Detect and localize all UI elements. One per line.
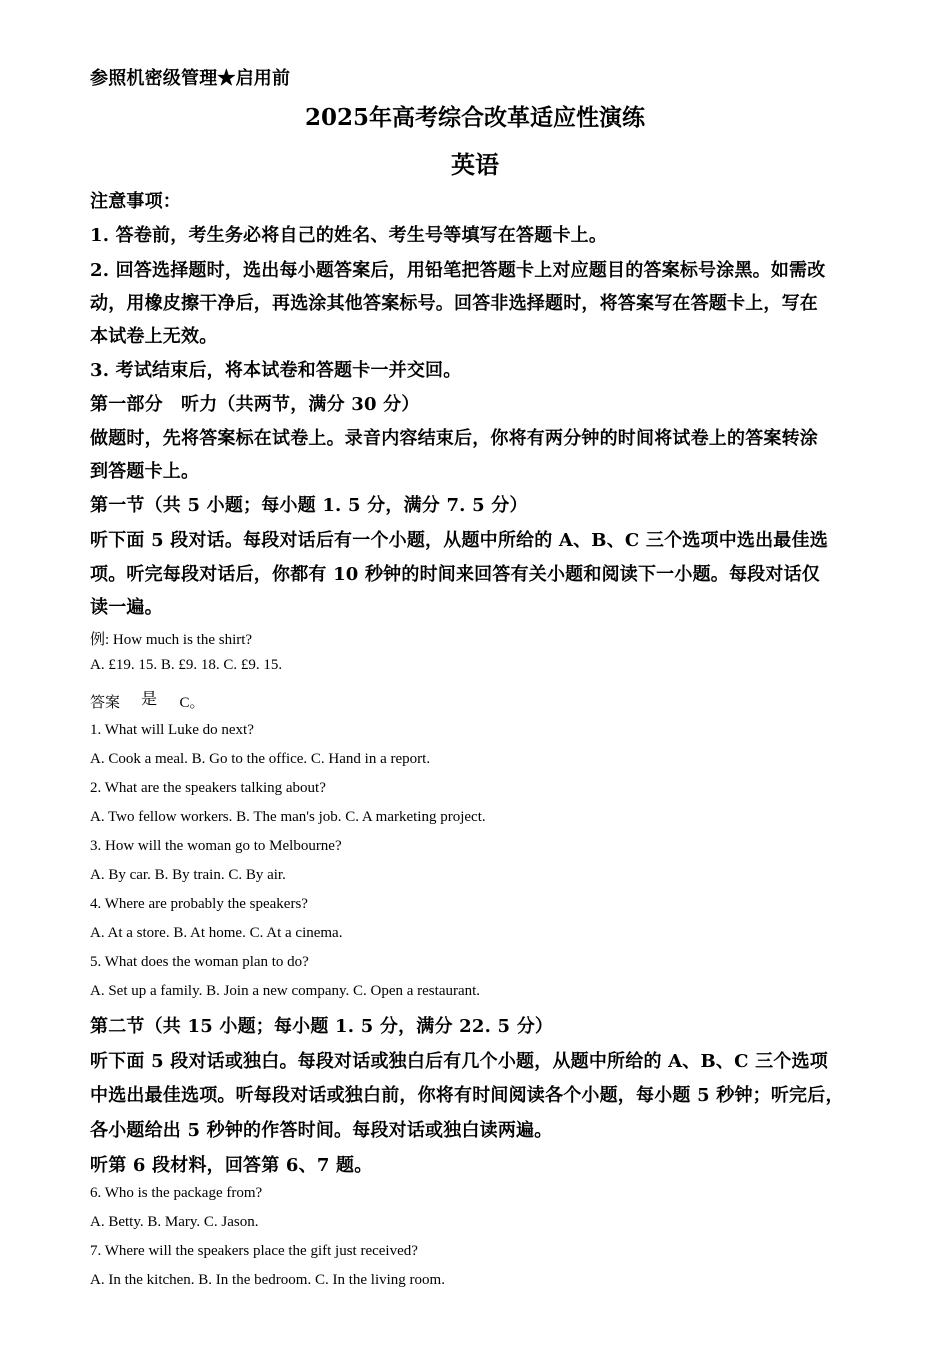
question-3-options: A. By car. B. By train. C. By air. [90, 867, 286, 883]
question-3: 3. How will the woman go to Melbourne? [90, 838, 342, 854]
example-question: 例: How much is the shirt? [90, 632, 253, 648]
example-options: A. £19. 15. B. £9. 18. C. £9. 15. [90, 657, 283, 673]
note-item-2-line-1: 2. 回答选择题时，选出每小题答案后，用铅笔把答题卡上对应题目的答案标号涂黑。如需改 [90, 260, 826, 281]
question-5-options: A. Set up a family. B. Join a new company. C. Open a restaurant. [90, 983, 481, 999]
part1-heading: 第一部分 听力（共两节，满分 30 分） [90, 394, 420, 415]
section1-heading: 第一节（共 5 小题；每小题 1. 5 分，满分 7. 5 分） [90, 495, 528, 516]
section2-heading: 第二节（共 15 小题；每小题 1. 5 分，满分 22. 5 分） [90, 1016, 554, 1037]
note-item-2-line-2: 动，用橡皮擦干净后，再选涂其他答案标号。回答非选择题时，将答案写在答题卡上，写在 [90, 293, 818, 314]
question-7: 7. Where will the speakers place the gift just received? [90, 1243, 418, 1259]
section1-instruction-line-2: 项。听完每段对话后，你都有 10 秒钟的时间来回答有关小题和阅读下一小题。每段对话仅 [90, 564, 820, 585]
notes-heading: 注意事项： [90, 191, 181, 212]
part1-instruction-line-1: 做题时，先将答案标在试卷上。录音内容结束后，你将有两分钟的时间将试卷上的答案转涂 [90, 428, 818, 449]
confidential-label: 参照机密级管理★启用前 [90, 68, 291, 89]
question-2: 2. What are the speakers talking about? [90, 780, 326, 796]
subject-title: 英语 [451, 150, 499, 179]
section2-instruction-line-1: 听下面 5 段对话或独白。每段对话或独白后有几个小题，从题中所给的 A、B、C 三个选项 [90, 1051, 828, 1072]
question-7-options: A. In the kitchen. B. In the bedroom. C. In the living room. [90, 1272, 445, 1288]
part1-instruction-line-2: 到答题卡上。 [90, 461, 200, 482]
question-1: 1. What will Luke do next? [90, 722, 254, 738]
question-4: 4. Where are probably the speakers? [90, 896, 308, 912]
section1-instruction-line-1: 听下面 5 段对话。每段对话后有一个小题，从题中所给的 A、B、C 三个选项中选出最佳选 [90, 530, 828, 551]
question-5: 5. What does the woman plan to do? [90, 954, 309, 970]
example-answer-value: C。 [179, 695, 205, 711]
question-6-options: A. Betty. B. Mary. C. Jason. [90, 1214, 259, 1230]
note-item-1: 1. 答卷前，考生务必将自己的姓名、考生号等填写在答题卡上。 [90, 225, 608, 246]
question-6: 6. Who is the package from? [90, 1185, 263, 1201]
page-title: 2025年高考综合改革适应性演练 [304, 104, 645, 131]
note-item-3: 3. 考试结束后，将本试卷和答题卡一并交回。 [90, 360, 462, 381]
section1-instruction-line-3: 读一遍。 [90, 597, 163, 618]
section2-instruction-line-2: 中选出最佳选项。听每段对话或独白前，你将有时间阅读各个小题，每小题 5 秒钟；听完后， [90, 1085, 844, 1106]
example-answer-mark: 是 [141, 691, 158, 708]
example-answer-label: 答案 [90, 695, 121, 711]
material-6-heading: 听第 6 段材料，回答第 6、7 题。 [90, 1155, 373, 1176]
note-item-2-line-3: 本试卷上无效。 [90, 326, 218, 347]
question-4-options: A. At a store. B. At home. C. At a cinema. [90, 925, 343, 941]
section2-instruction-line-3: 各小题给出 5 秒钟的作答时间。每段对话或独白读两遍。 [90, 1120, 553, 1141]
question-1-options: A. Cook a meal. B. Go to the office. C. Hand in a report. [90, 751, 431, 767]
question-2-options: A. Two fellow workers. B. The man's job. C. A marketing project. [90, 809, 486, 825]
